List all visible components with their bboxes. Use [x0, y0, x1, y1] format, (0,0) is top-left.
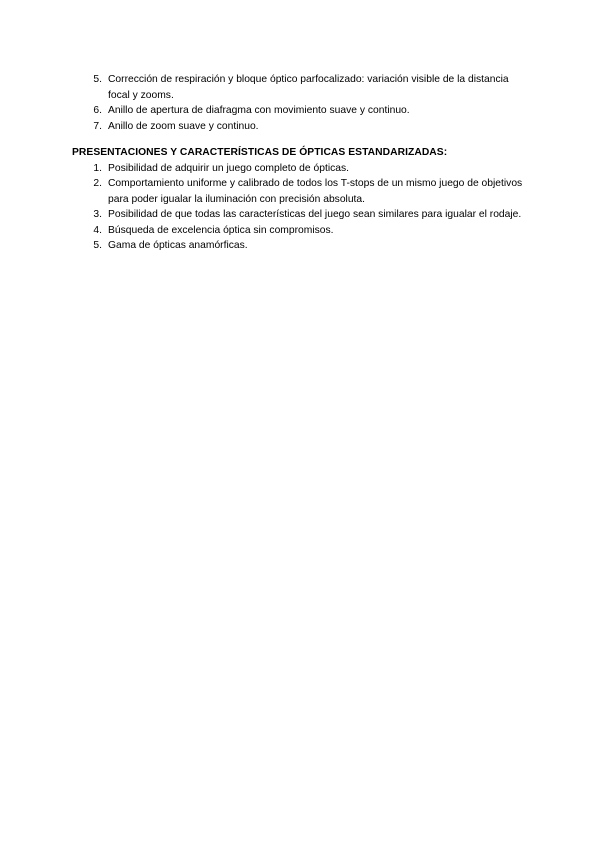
standardized-optics-list — [72, 161, 528, 254]
list-item — [72, 72, 528, 103]
list-item-number: 2. — [93, 178, 102, 189]
list-item-number: 4. — [93, 224, 102, 236]
list-item-text: Búsqueda de excelencia óptica sin compromisos. — [108, 224, 334, 236]
page-content — [72, 72, 528, 254]
list-item-number: 6. — [93, 105, 102, 116]
list-item-text: Gama de ópticas anamórficas. — [108, 240, 248, 251]
list-item-text: Posibilidad de adquirir un juego completo de ópticas. — [108, 162, 349, 174]
list-item — [72, 176, 528, 207]
feature-list-continued — [72, 72, 528, 134]
list-item — [72, 161, 528, 177]
list-item-number: 3. — [93, 209, 102, 220]
list-item-text: Comportamiento uniforme y calibrado de todos los T-stops de un mismo juego de objetivos para poder igualar la iluminación con precisión absoluta. — [108, 178, 523, 205]
list-item — [72, 207, 528, 223]
list-item-number: 1. — [93, 162, 102, 174]
list-item — [72, 223, 528, 239]
list-item-text: Corrección de respiración y bloque óptico parfocalizado: variación visible de la distancia focal y zooms. — [108, 74, 509, 101]
list-item-number: 5. — [93, 240, 102, 251]
list-item-text: Posibilidad de que todas las características del juego sean similares para igualar el rodaje. — [108, 209, 522, 220]
section-heading: PRESENTACIONES Y CARACTERÍSTICAS DE ÓPTICAS ESTANDARIZADAS: — [72, 147, 448, 158]
list-item-number: 7. — [93, 120, 102, 132]
list-item-number: 5. — [93, 74, 102, 85]
list-item — [72, 103, 528, 119]
list-item — [72, 119, 528, 135]
list-item — [72, 238, 528, 254]
list-item-text: Anillo de apertura de diafragma con movimiento suave y continuo. — [108, 105, 410, 116]
list-item-text: Anillo de zoom suave y continuo. — [108, 120, 259, 132]
